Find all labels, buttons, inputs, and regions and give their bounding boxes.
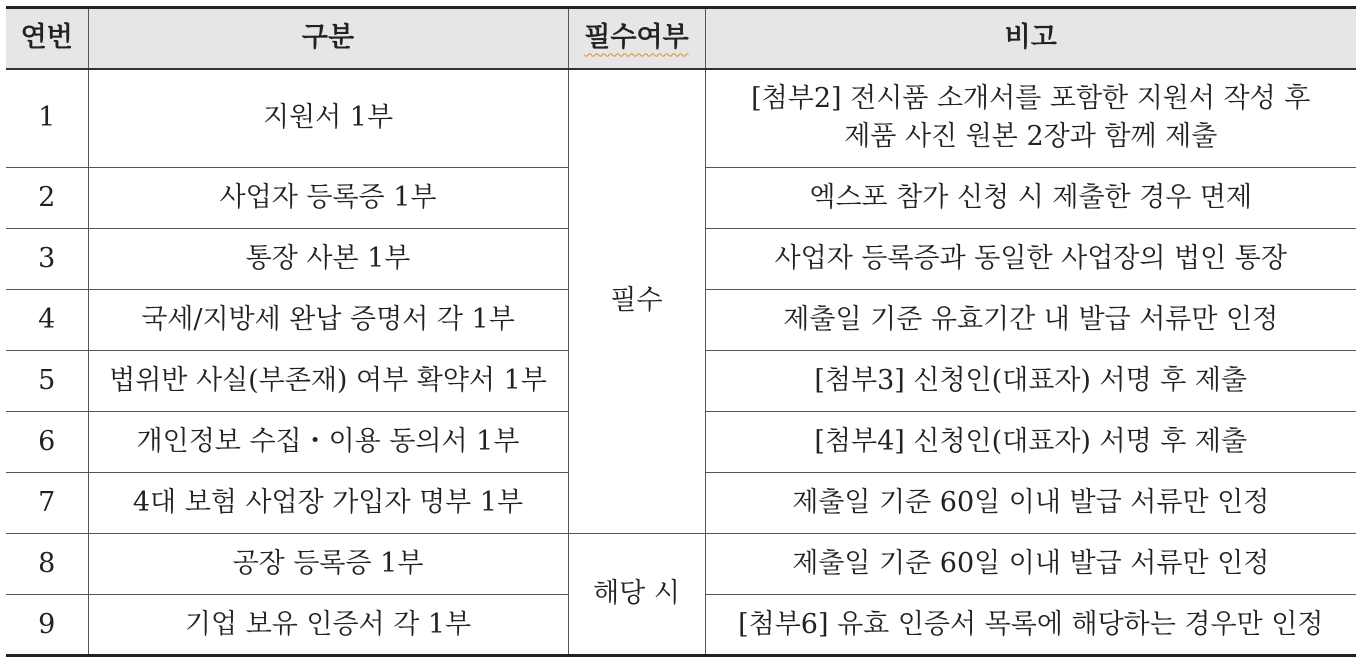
header-category: 구분 — [88, 8, 568, 69]
cell-category: 통장 사본 1부 — [88, 229, 568, 290]
cell-category: 공장 등록증 1부 — [88, 534, 568, 595]
cell-group-conditional: 해당 시 — [568, 534, 705, 656]
cell-remarks: [첨부4] 신청인(대표자) 서명 후 제출 — [705, 412, 1356, 473]
table-row — [6, 534, 1356, 595]
cell-remarks: [첨부2] 전시품 소개서를 포함한 지원서 작성 후 제품 사진 원본 2장과 함께 제출 — [705, 69, 1356, 168]
header-remarks: 비고 — [705, 8, 1356, 69]
cell-category: 개인정보 수집・이용 동의서 1부 — [88, 412, 568, 473]
cell-no: 2 — [6, 168, 88, 229]
cell-no: 6 — [6, 412, 88, 473]
cell-remarks: 사업자 등록증과 동일한 사업장의 법인 통장 — [705, 229, 1356, 290]
cell-category: 법위반 사실(부존재) 여부 확약서 1부 — [88, 351, 568, 412]
cell-category: 기업 보유 인증서 각 1부 — [88, 595, 568, 656]
cell-category: 국세/지방세 완납 증명서 각 1부 — [88, 290, 568, 351]
cell-no: 9 — [6, 595, 88, 656]
cell-no: 8 — [6, 534, 88, 595]
cell-remarks: [첨부3] 신청인(대표자) 서명 후 제출 — [705, 351, 1356, 412]
document-table — [6, 6, 1356, 657]
table-row — [6, 69, 1356, 168]
cell-no: 5 — [6, 351, 88, 412]
cell-category: 4대 보험 사업장 가입자 명부 1부 — [88, 473, 568, 534]
cell-no: 4 — [6, 290, 88, 351]
cell-category: 사업자 등록증 1부 — [88, 168, 568, 229]
cell-group-required: 필수 — [568, 69, 705, 534]
cell-remarks: 제출일 기준 60일 이내 발급 서류만 인정 — [705, 534, 1356, 595]
header-required-label: 필수여부 — [584, 22, 689, 54]
cell-no: 3 — [6, 229, 88, 290]
header-row — [6, 8, 1356, 69]
cell-category: 지원서 1부 — [88, 69, 568, 168]
header-required — [568, 8, 705, 69]
cell-no: 1 — [6, 69, 88, 168]
cell-no: 7 — [6, 473, 88, 534]
cell-remarks: 엑스포 참가 신청 시 제출한 경우 면제 — [705, 168, 1356, 229]
cell-remarks: 제출일 기준 유효기간 내 발급 서류만 인정 — [705, 290, 1356, 351]
cell-remarks: 제출일 기준 60일 이내 발급 서류만 인정 — [705, 473, 1356, 534]
header-no: 연번 — [6, 8, 88, 69]
cell-remarks: [첨부6] 유효 인증서 목록에 해당하는 경우만 인정 — [705, 595, 1356, 656]
